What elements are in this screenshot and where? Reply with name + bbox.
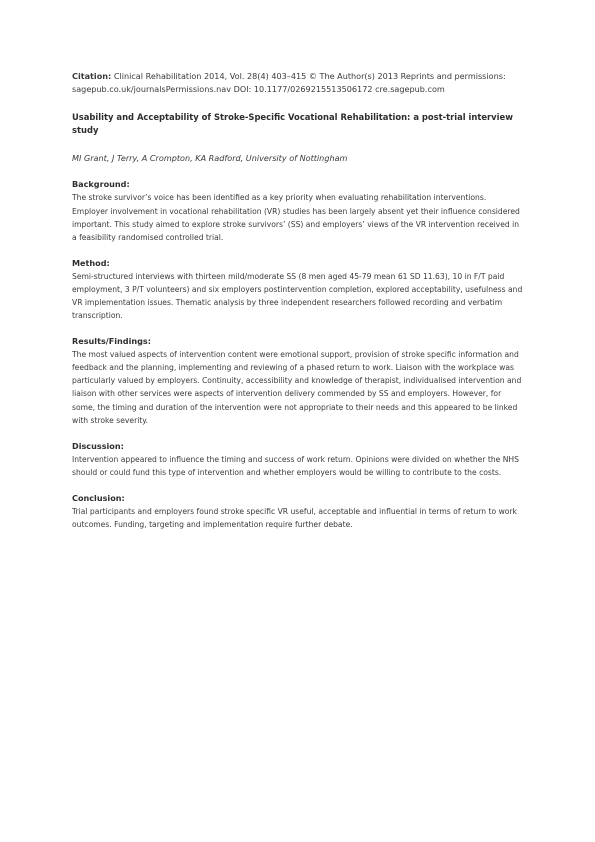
discussion-heading: Discussion: <box>72 440 124 451</box>
method-heading: Method: <box>72 257 110 268</box>
method-section <box>72 257 524 322</box>
citation <box>72 70 524 96</box>
citation-label: Citation: <box>72 71 112 81</box>
results-heading: Results/Findings: <box>72 336 151 347</box>
conclusion-heading: Conclusion: <box>72 492 125 503</box>
document-content <box>72 70 524 531</box>
background-heading: Background: <box>72 179 130 190</box>
conclusion-section <box>72 492 524 531</box>
results-text: The most valued aspects of intervention content were emotional support, provision of stroke specific information and feedback and the planning, implementing and reviewing of a phased return to work. Liaison with the workplace was particularly valued by employers. Continuity, accessibility and knowledge of therapist, individualised intervention and liaison with other services were aspects of intervention delivery commended by SS and employers. However, for some, the timing and duration of the intervention were not appropriate to their needs and this appeared to be linked with stroke severity. <box>72 350 522 425</box>
background-section <box>72 178 524 243</box>
discussion-text: Intervention appeared to influence the timing and success of work return. Opinions were divided on whether the NHS should or could fund this type of intervention and whether employers would be willing to contribute to the costs. <box>72 454 519 477</box>
author-list: MI Grant, J Terry, A Crompton, KA Radford, University of Nottingham <box>72 153 348 164</box>
discussion-section <box>72 440 524 479</box>
background-text: The stroke survivor’s voice has been identified as a key priority when evaluating rehabilitation interventions. Employer involvement in vocational rehabilitation (VR) studies has been largely absent yet their influence considered important. This study aimed to explore stroke survivors’ (SS) and employers’ views of the VR intervention received in a feasibility randomised controlled trial. <box>72 193 520 242</box>
citation-text: Clinical Rehabilitation 2014, Vol. 28(4) 403–415 © The Author(s) 2013 Reprints and permissions: sagepub.co.uk/journalsPermissions.nav DOI: 10.1177/0269215513506172 cre.sagepub.com <box>72 71 506 95</box>
paper-title: Usability and Acceptability of Stroke-Specific Vocational Rehabilitation: a post-trial interview study <box>72 112 513 136</box>
method-text: Semi-structured interviews with thirteen mild/moderate SS (8 men aged 45-79 mean 61 SD 11.63), 10 in F/T paid employment, 3 P/T volunteers) and six employers postintervention completion, explored acceptability, usefulness and VR implementation issues. Thematic analysis by three independent researchers followed recording and verbatim transcription. <box>72 271 523 321</box>
results-section <box>72 335 524 427</box>
conclusion-text: Trial participants and employers found stroke specific VR useful, acceptable and influential in terms of return to work outcomes. Funding, targeting and implementation require further debate. <box>72 506 517 529</box>
